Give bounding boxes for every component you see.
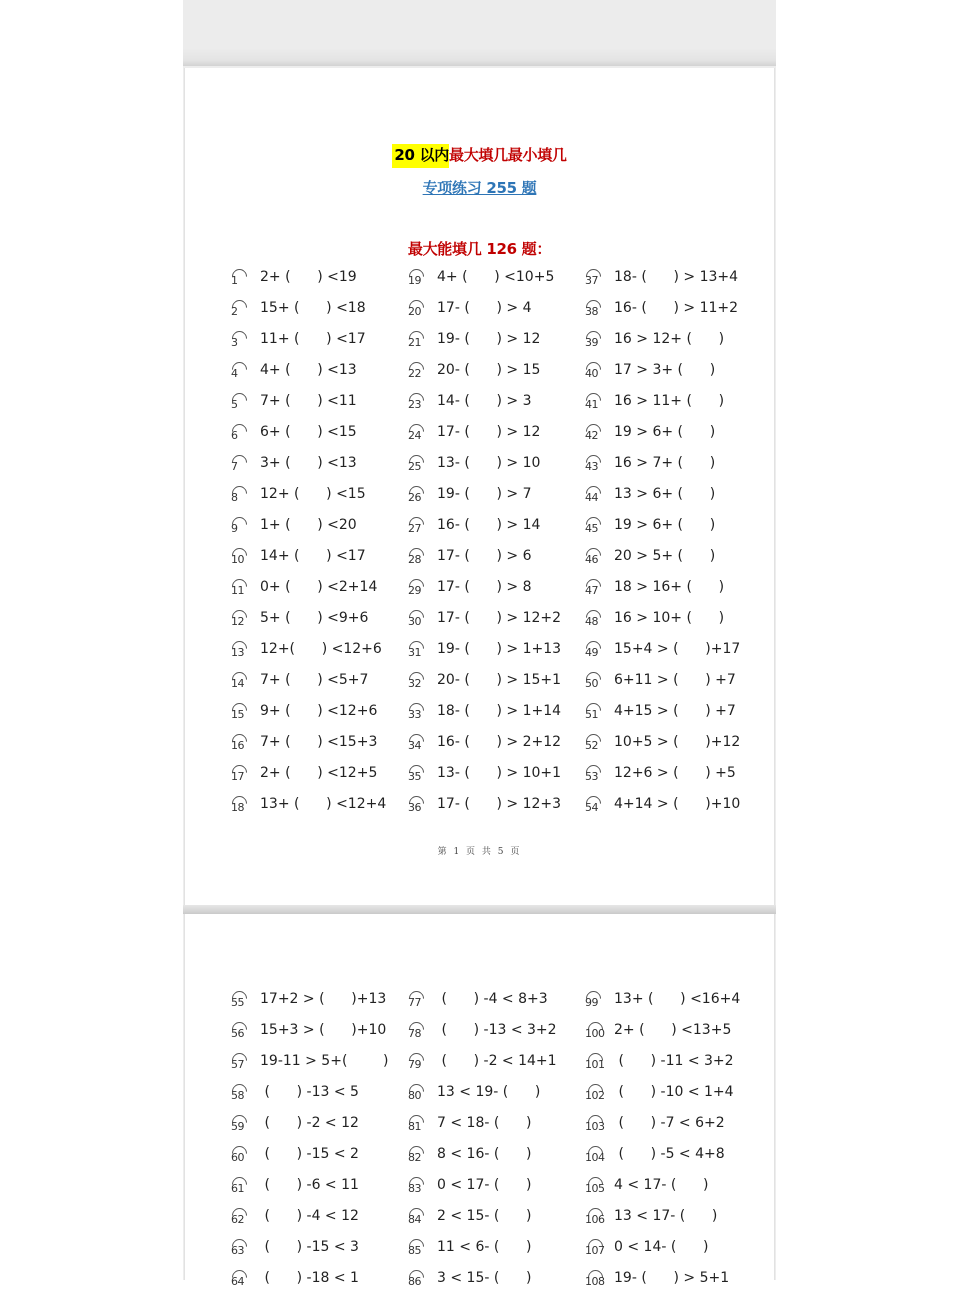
question-expression: 13- ( ) > 10 — [437, 455, 541, 471]
circled-number-icon — [408, 332, 430, 350]
question-number: 13 — [231, 646, 244, 659]
circled-number-icon — [231, 1054, 253, 1072]
question-expression: 20- ( ) > 15+1 — [437, 672, 562, 688]
question-expression: 17- ( ) > 12 — [437, 424, 541, 440]
question-expression: 15+3 > ( )+10 — [260, 1022, 387, 1038]
circled-number-icon — [585, 611, 607, 629]
question-number: 63 — [231, 1244, 244, 1257]
circled-number-icon — [231, 301, 253, 319]
question-number: 3 — [231, 336, 238, 349]
question-expression: 6+11 > ( ) +7 — [614, 672, 736, 688]
circled-number-icon — [585, 1209, 607, 1227]
circled-number-icon — [231, 1240, 253, 1258]
question-expression: ( ) -2 < 14+1 — [437, 1053, 557, 1069]
question-number: 29 — [408, 584, 421, 597]
circled-number-icon — [408, 735, 430, 753]
circled-number-icon — [408, 992, 430, 1010]
question-expression: 4+15 > ( ) +7 — [614, 703, 736, 719]
question-expression: ( ) -10 < 1+4 — [614, 1084, 734, 1100]
question-expression: 13+ ( ) <16+4 — [614, 991, 741, 1007]
circled-number-icon — [231, 394, 253, 412]
question-number: 104 — [585, 1151, 605, 1164]
question-expression: 13- ( ) > 10+1 — [437, 765, 562, 781]
question-expression: 4 < 17- ( ) — [614, 1177, 709, 1193]
question-number: 36 — [408, 801, 421, 814]
question-expression: 11+ ( ) <17 — [260, 331, 366, 347]
question-expression: 4+ ( ) <10+5 — [437, 269, 555, 285]
circled-number-icon — [408, 1023, 430, 1041]
question-number: 16 — [231, 739, 244, 752]
question-expression: 16 > 11+ ( ) — [614, 393, 725, 409]
circled-number-icon — [585, 673, 607, 691]
question-expression: 0 < 14- ( ) — [614, 1239, 709, 1255]
circled-number-icon — [585, 766, 607, 784]
question-number: 33 — [408, 708, 421, 721]
question-number: 53 — [585, 770, 598, 783]
document-title — [185, 144, 774, 165]
question-number: 61 — [231, 1182, 244, 1195]
question-number: 22 — [408, 367, 421, 380]
question-expression: ( ) -13 < 3+2 — [437, 1022, 557, 1038]
question-expression: 13 < 17- ( ) — [614, 1208, 718, 1224]
question-number: 1 — [231, 274, 238, 287]
question-number: 42 — [585, 429, 598, 442]
question-number: 60 — [231, 1151, 244, 1164]
question-number: 101 — [585, 1058, 605, 1071]
question-number: 7 — [231, 460, 238, 473]
question-expression: 17 > 3+ ( ) — [614, 362, 716, 378]
circled-number-icon — [231, 766, 253, 784]
question-expression: 17- ( ) > 6 — [437, 548, 532, 564]
question-number: 30 — [408, 615, 421, 628]
circled-number-icon — [585, 456, 607, 474]
question-expression: 1+ ( ) <20 — [260, 517, 357, 533]
question-number: 38 — [585, 305, 598, 318]
question-number: 78 — [408, 1027, 421, 1040]
question-number: 21 — [408, 336, 421, 349]
question-number: 5 — [231, 398, 238, 411]
question-expression: 18- ( ) > 1+14 — [437, 703, 562, 719]
question-number: 39 — [585, 336, 598, 349]
question-number: 41 — [585, 398, 598, 411]
question-number: 46 — [585, 553, 598, 566]
circled-number-icon — [408, 425, 430, 443]
question-number: 35 — [408, 770, 421, 783]
question-number: 51 — [585, 708, 598, 721]
question-number: 83 — [408, 1182, 421, 1195]
viewer-top-margin — [183, 0, 776, 66]
circled-number-icon — [408, 1271, 430, 1289]
question-number: 81 — [408, 1120, 421, 1133]
circled-number-icon — [231, 642, 253, 660]
circled-number-icon — [585, 1178, 607, 1196]
circled-number-icon — [408, 797, 430, 815]
question-number: 49 — [585, 646, 598, 659]
question-expression: 19 > 6+ ( ) — [614, 517, 716, 533]
question-number: 56 — [231, 1027, 244, 1040]
question-number: 54 — [585, 801, 598, 814]
question-expression: 9+ ( ) <12+6 — [260, 703, 378, 719]
question-number: 37 — [585, 274, 598, 287]
circled-number-icon — [585, 549, 607, 567]
circled-number-icon — [231, 549, 253, 567]
question-expression: 16 > 12+ ( ) — [614, 331, 725, 347]
circled-number-icon — [585, 1085, 607, 1103]
question-expression: 19- ( ) > 12 — [437, 331, 541, 347]
question-number: 58 — [231, 1089, 244, 1102]
question-number: 80 — [408, 1089, 421, 1102]
circled-number-icon — [231, 518, 253, 536]
question-number: 108 — [585, 1275, 605, 1288]
question-number: 44 — [585, 491, 598, 504]
question-expression: 20- ( ) > 15 — [437, 362, 541, 378]
question-number: 55 — [231, 996, 244, 1009]
page-footer: 第 1 页 共 5 页 — [437, 847, 522, 857]
question-number: 23 — [408, 398, 421, 411]
question-number: 10 — [231, 553, 244, 566]
circled-number-icon — [585, 797, 607, 815]
question-expression: 7+ ( ) <5+7 — [260, 672, 369, 688]
circled-number-icon — [231, 456, 253, 474]
question-expression: 6+ ( ) <15 — [260, 424, 357, 440]
question-number: 100 — [585, 1027, 605, 1040]
question-expression: ( ) -6 < 11 — [260, 1177, 359, 1193]
circled-number-icon — [408, 766, 430, 784]
question-expression: 0+ ( ) <2+14 — [260, 579, 378, 595]
circled-number-icon — [231, 1085, 253, 1103]
question-number: 107 — [585, 1244, 605, 1257]
question-number: 50 — [585, 677, 598, 690]
section-title: 最大能填几 126 题： — [407, 240, 552, 258]
question-expression: 11 < 6- ( ) — [437, 1239, 532, 1255]
document-subtitle: 专项练习 255 题 — [422, 179, 537, 197]
question-expression: 5+ ( ) <9+6 — [260, 610, 369, 626]
circled-number-icon — [231, 992, 253, 1010]
question-expression: ( ) -4 < 8+3 — [437, 991, 548, 1007]
question-expression: 2+ ( ) <13+5 — [614, 1022, 732, 1038]
question-number: 19 — [408, 274, 421, 287]
circled-number-icon — [585, 1147, 607, 1165]
circled-number-icon — [408, 301, 430, 319]
question-expression: 20 > 5+ ( ) — [614, 548, 716, 564]
question-expression: 16- ( ) > 2+12 — [437, 734, 562, 750]
question-expression: ( ) -2 < 12 — [260, 1115, 359, 1131]
question-expression: ( ) -15 < 2 — [260, 1146, 359, 1162]
question-number: 24 — [408, 429, 421, 442]
circled-number-icon — [408, 549, 430, 567]
question-number: 85 — [408, 1244, 421, 1257]
circled-number-icon — [585, 580, 607, 598]
circled-number-icon — [231, 673, 253, 691]
question-number: 40 — [585, 367, 598, 380]
question-number: 4 — [231, 367, 238, 380]
question-expression: 7 < 18- ( ) — [437, 1115, 532, 1131]
circled-number-icon — [408, 363, 430, 381]
question-expression: 12+ ( ) <15 — [260, 486, 366, 502]
circled-number-icon — [585, 1240, 607, 1258]
question-number: 106 — [585, 1213, 605, 1226]
question-expression: 19 > 6+ ( ) — [614, 424, 716, 440]
question-number: 34 — [408, 739, 421, 752]
question-number: 77 — [408, 996, 421, 1009]
question-expression: ( ) -13 < 5 — [260, 1084, 359, 1100]
circled-number-icon — [231, 580, 253, 598]
question-expression: 17+2 > ( )+13 — [260, 991, 387, 1007]
question-number: 43 — [585, 460, 598, 473]
question-number: 11 — [231, 584, 244, 597]
circled-number-icon — [408, 270, 430, 288]
question-expression: ( ) -7 < 6+2 — [614, 1115, 725, 1131]
question-expression: ( ) -18 < 1 — [260, 1270, 359, 1286]
question-expression: 12+6 > ( ) +5 — [614, 765, 736, 781]
title-rest: 最大填几最小填几 — [449, 146, 567, 164]
question-number: 17 — [231, 770, 244, 783]
question-expression: 17- ( ) > 4 — [437, 300, 532, 316]
question-expression: 3 < 15- ( ) — [437, 1270, 532, 1286]
circled-number-icon — [585, 332, 607, 350]
circled-number-icon — [408, 1209, 430, 1227]
circled-number-icon — [231, 270, 253, 288]
circled-number-icon — [408, 1054, 430, 1072]
circled-number-icon — [585, 270, 607, 288]
question-expression: 16- ( ) > 14 — [437, 517, 541, 533]
circled-number-icon — [408, 1116, 430, 1134]
question-expression: 12+( ) <12+6 — [260, 641, 382, 657]
question-expression: 3+ ( ) <13 — [260, 455, 357, 471]
circled-number-icon — [408, 1240, 430, 1258]
circled-number-icon — [585, 1271, 607, 1289]
question-number: 86 — [408, 1275, 421, 1288]
circled-number-icon — [408, 1147, 430, 1165]
question-number: 82 — [408, 1151, 421, 1164]
circled-number-icon — [408, 487, 430, 505]
page-1 — [184, 68, 775, 905]
question-number: 102 — [585, 1089, 605, 1102]
question-expression: 14- ( ) > 3 — [437, 393, 532, 409]
question-expression: ( ) -15 < 3 — [260, 1239, 359, 1255]
circled-number-icon — [585, 487, 607, 505]
circled-number-icon — [408, 704, 430, 722]
question-number: 25 — [408, 460, 421, 473]
question-number: 6 — [231, 429, 238, 442]
circled-number-icon — [408, 580, 430, 598]
circled-number-icon — [585, 363, 607, 381]
question-number: 84 — [408, 1213, 421, 1226]
title-highlight: 20 以内 — [392, 144, 449, 168]
question-number: 52 — [585, 739, 598, 752]
circled-number-icon — [408, 518, 430, 536]
circled-number-icon — [231, 1271, 253, 1289]
question-number: 9 — [231, 522, 238, 535]
question-number: 105 — [585, 1182, 605, 1195]
page-2 — [184, 914, 775, 1288]
question-number: 14 — [231, 677, 244, 690]
question-number: 45 — [585, 522, 598, 535]
question-expression: 15+4 > ( )+17 — [614, 641, 741, 657]
question-expression: 19- ( ) > 1+13 — [437, 641, 562, 657]
circled-number-icon — [585, 425, 607, 443]
question-number: 26 — [408, 491, 421, 504]
question-expression: 19- ( ) > 5+1 — [614, 1270, 730, 1286]
question-expression: ( ) -11 < 3+2 — [614, 1053, 734, 1069]
question-number: 32 — [408, 677, 421, 690]
question-expression: 17- ( ) > 12+3 — [437, 796, 562, 812]
question-expression: 0 < 17- ( ) — [437, 1177, 532, 1193]
question-number: 48 — [585, 615, 598, 628]
question-expression: ( ) -5 < 4+8 — [614, 1146, 725, 1162]
question-number: 59 — [231, 1120, 244, 1133]
question-number: 18 — [231, 801, 244, 814]
circled-number-icon — [585, 642, 607, 660]
question-expression: 14+ ( ) <17 — [260, 548, 366, 564]
question-expression: 16 > 7+ ( ) — [614, 455, 716, 471]
circled-number-icon — [408, 642, 430, 660]
question-expression: 10+5 > ( )+12 — [614, 734, 741, 750]
circled-number-icon — [585, 301, 607, 319]
circled-number-icon — [408, 1085, 430, 1103]
circled-number-icon — [231, 735, 253, 753]
circled-number-icon — [585, 1023, 607, 1041]
circled-number-icon — [585, 704, 607, 722]
question-number: 47 — [585, 584, 598, 597]
circled-number-icon — [231, 363, 253, 381]
question-expression: 2+ ( ) <12+5 — [260, 765, 378, 781]
circled-number-icon — [231, 1147, 253, 1165]
question-expression: 4+14 > ( )+10 — [614, 796, 741, 812]
circled-number-icon — [231, 1023, 253, 1041]
circled-number-icon — [585, 1054, 607, 1072]
circled-number-icon — [408, 1178, 430, 1196]
circled-number-icon — [231, 611, 253, 629]
question-number: 64 — [231, 1275, 244, 1288]
question-expression: 2 < 15- ( ) — [437, 1208, 532, 1224]
circled-number-icon — [231, 425, 253, 443]
question-number: 99 — [585, 996, 598, 1009]
circled-number-icon — [231, 797, 253, 815]
circled-number-icon — [231, 704, 253, 722]
circled-number-icon — [231, 1209, 253, 1227]
question-expression: 4+ ( ) <13 — [260, 362, 357, 378]
question-number: 31 — [408, 646, 421, 659]
question-expression: 17- ( ) > 8 — [437, 579, 532, 595]
circled-number-icon — [408, 394, 430, 412]
circled-number-icon — [231, 487, 253, 505]
question-number: 20 — [408, 305, 421, 318]
question-expression: 8 < 16- ( ) — [437, 1146, 532, 1162]
question-expression: ( ) -4 < 12 — [260, 1208, 359, 1224]
document-viewer[interactable] — [183, 0, 776, 1288]
question-number: 103 — [585, 1120, 605, 1133]
question-expression: 13 < 19- ( ) — [437, 1084, 541, 1100]
circled-number-icon — [231, 1116, 253, 1134]
circled-number-icon — [231, 332, 253, 350]
page-separator — [183, 905, 776, 914]
circled-number-icon — [585, 518, 607, 536]
circled-number-icon — [585, 1116, 607, 1134]
circled-number-icon — [585, 735, 607, 753]
question-expression: 13 > 6+ ( ) — [614, 486, 716, 502]
question-expression: 13+ ( ) <12+4 — [260, 796, 387, 812]
question-number: 15 — [231, 708, 244, 721]
circled-number-icon — [408, 611, 430, 629]
question-expression: 18- ( ) > 13+4 — [614, 269, 739, 285]
question-number: 8 — [231, 491, 238, 504]
question-expression: 18 > 16+ ( ) — [614, 579, 725, 595]
question-number: 2 — [231, 305, 238, 318]
question-number: 27 — [408, 522, 421, 535]
question-expression: 15+ ( ) <18 — [260, 300, 366, 316]
question-expression: 19-11 > 5+( ) — [260, 1053, 389, 1069]
question-number: 28 — [408, 553, 421, 566]
question-number: 57 — [231, 1058, 244, 1071]
circled-number-icon — [408, 456, 430, 474]
question-expression: 7+ ( ) <15+3 — [260, 734, 378, 750]
circled-number-icon — [585, 992, 607, 1010]
question-number: 79 — [408, 1058, 421, 1071]
question-number: 62 — [231, 1213, 244, 1226]
question-expression: 17- ( ) > 12+2 — [437, 610, 562, 626]
question-expression: 16- ( ) > 11+2 — [614, 300, 739, 316]
question-expression: 7+ ( ) <11 — [260, 393, 357, 409]
question-number: 12 — [231, 615, 244, 628]
circled-number-icon — [585, 394, 607, 412]
circled-number-icon — [231, 1178, 253, 1196]
question-expression: 2+ ( ) <19 — [260, 269, 357, 285]
circled-number-icon — [408, 673, 430, 691]
question-expression: 16 > 10+ ( ) — [614, 610, 725, 626]
question-expression: 19- ( ) > 7 — [437, 486, 532, 502]
